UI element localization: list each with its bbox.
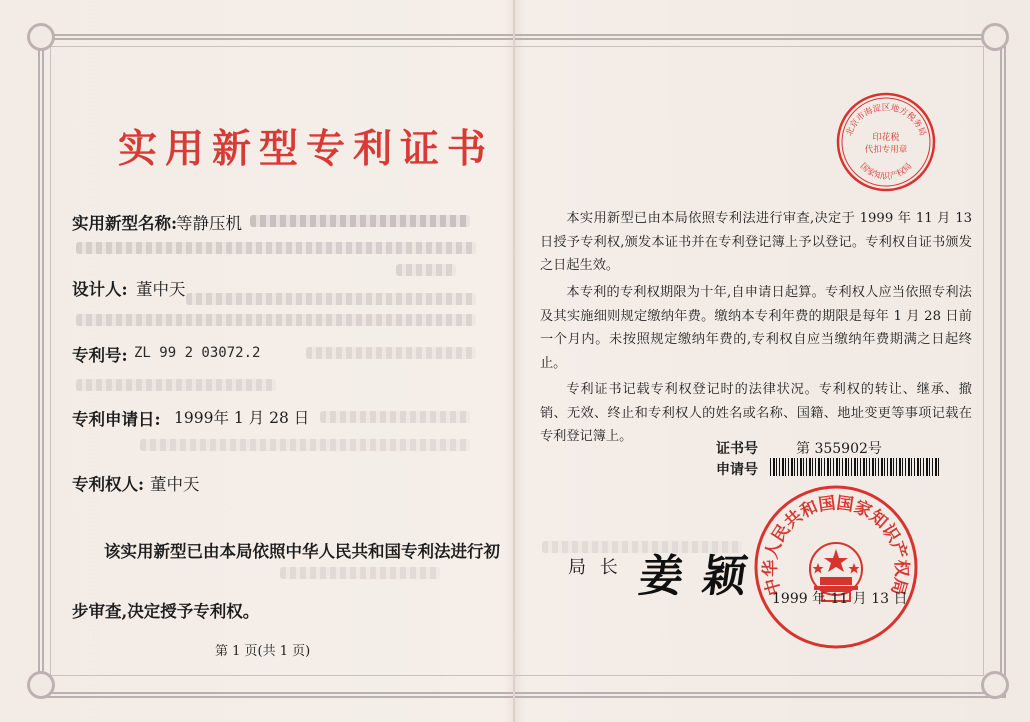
filing-date-value: 1999年 1 月 28 日 <box>174 409 310 427</box>
grant-statement-line-2: 步审查,决定授予专利权。 <box>72 602 260 621</box>
faint-overprint <box>250 215 470 227</box>
grant-statement-line-1: 该实用新型已由本局依照中华人民共和国专利法进行初 <box>104 542 500 561</box>
certificate-number-label: 证书号 <box>716 441 758 457</box>
faint-overprint <box>280 567 440 579</box>
issue-date: 1999 年 11 月 13 日 <box>772 591 908 607</box>
svg-text:中华人民共和国国家知识产权局: 中华人民共和国国家知识产权局 <box>760 493 912 598</box>
faint-overprint <box>140 439 470 451</box>
svg-text:印花税: 印花税 <box>872 133 900 143</box>
faint-overprint <box>306 347 476 359</box>
application-barcode <box>770 458 940 476</box>
director-signature: 姜 颖 <box>635 551 753 602</box>
patent-number-value: ZL 99 2 03072.2 <box>134 345 261 361</box>
designer-label: 设计人: <box>72 280 128 299</box>
page-number: 第 1 页(共 1 页) <box>215 644 311 659</box>
svg-text:代扣专用章: 代扣专用章 <box>864 145 908 155</box>
designer-value: 董中天 <box>136 280 186 299</box>
svg-text:北京市海淀区地方税务局: 北京市海淀区地方税务局 <box>844 103 928 138</box>
term-paragraph: 本专利的专利权期限为十年,自申请日起算。专利权人应当依照专利法及其实施细则规定缴纳年费。缴纳本专利年费的期限是每年 1 月 28 日前一个月内。未按照规定缴纳年费的,专利权自应当缴纳年费期满之日起终止。 <box>540 285 972 371</box>
svg-text:国家知识产权局: 国家知识产权局 <box>857 161 915 182</box>
patent-number-label: 专利号: <box>72 346 128 365</box>
faint-overprint <box>76 314 476 326</box>
national-ip-office-seal <box>752 483 920 651</box>
faint-overprint <box>320 411 470 423</box>
corner-ornament <box>27 23 55 51</box>
corner-ornament <box>981 23 1009 51</box>
patentee-value: 董中天 <box>150 475 200 494</box>
name-label: 实用新型名称: <box>72 214 178 233</box>
legal-status-paragraph: 专利证书记载专利权登记时的法律状况。专利权的转让、继承、撤销、无效、终止和专利权人的姓名或名称、国籍、地址变更等事项记载在专利登记簿上。 <box>540 382 972 444</box>
tax-stamp-seal <box>834 90 938 194</box>
application-number-label: 申请号 <box>716 462 758 478</box>
faint-overprint <box>186 293 476 305</box>
corner-ornament <box>981 671 1009 699</box>
patentee-label: 专利权人: <box>72 475 145 494</box>
faint-overprint <box>396 264 456 276</box>
director-label: 局 长 <box>568 557 622 578</box>
certificate-title: 实用新型专利证书 <box>118 126 495 172</box>
filing-date-label: 专利申请日: <box>72 410 161 429</box>
corner-ornament <box>27 671 55 699</box>
faint-overprint <box>76 379 276 391</box>
grant-paragraph: 本实用新型已由本局依照专利法进行审查,决定于 1999 年 11 月 13 日授予专利权,颁发本证书并在专利登记簿上予以登记。专利权自证书颁发之日起生效。 <box>540 211 972 273</box>
faint-overprint <box>76 242 476 254</box>
name-value: 等静压机 <box>176 214 242 233</box>
page-fold <box>513 0 515 722</box>
certificate-number-value: 第 355902号 <box>796 441 882 457</box>
